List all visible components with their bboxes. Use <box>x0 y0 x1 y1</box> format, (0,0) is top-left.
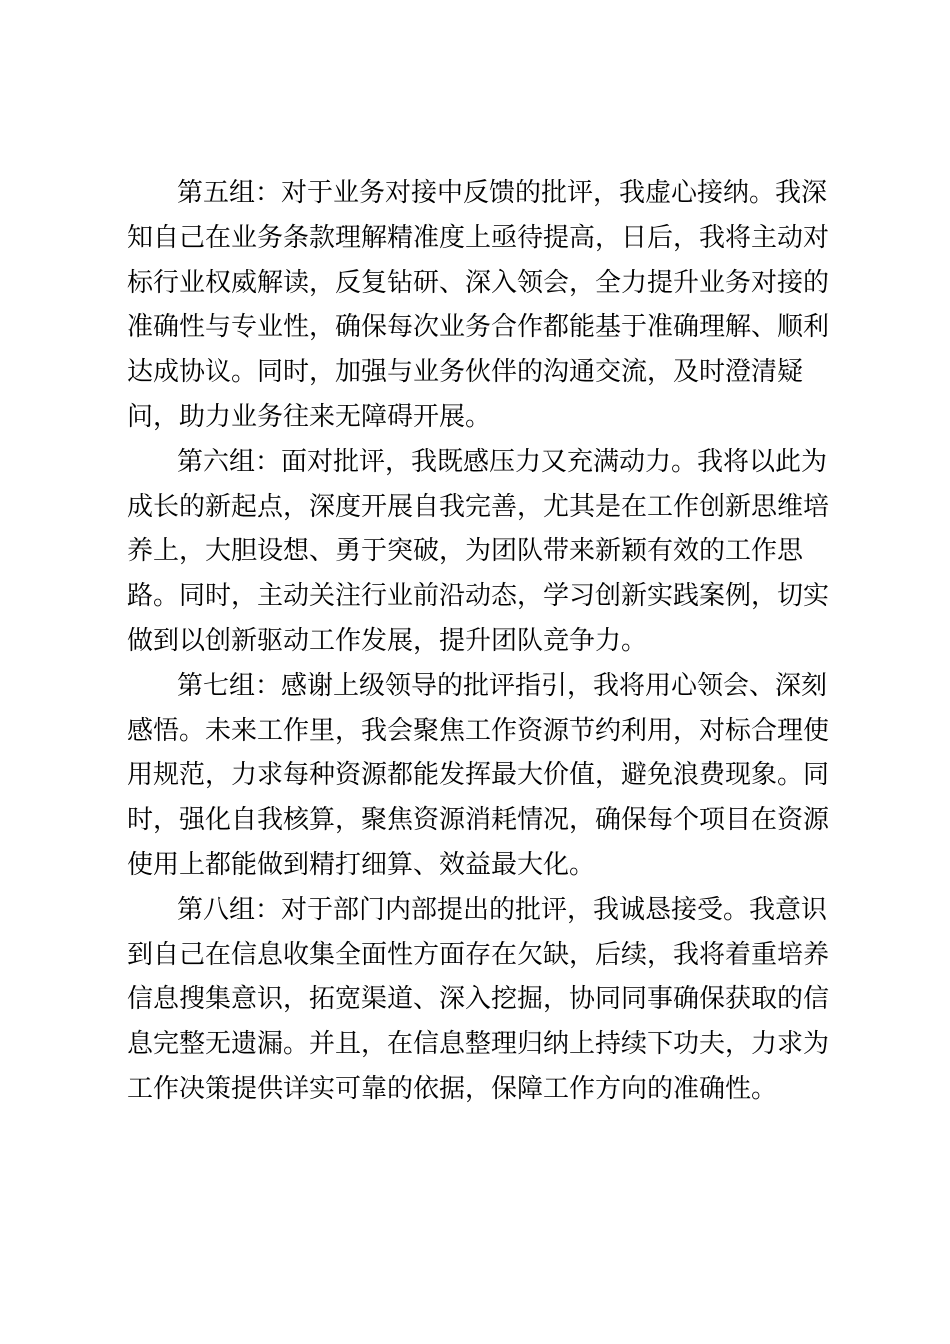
document-body <box>127 171 830 1112</box>
text-line: 做到以创新驱动工作发展，提升团队竞争力。 <box>127 625 648 656</box>
text-line: 达成协议。同时，加强与业务伙伴的沟通交流，及时澄清疑 <box>127 357 804 388</box>
text-line: 用规范，力求每种资源都能发挥最大价值，避免浪费现象。同 <box>127 760 830 791</box>
text-line: 第五组：对于业务对接中反馈的批评，我虚心接纳。我深 <box>177 178 828 208</box>
text-line: 第六组：面对批评，我既感压力又充满动力。我将以此为 <box>177 446 828 477</box>
paragraph-group-8 <box>127 888 830 1112</box>
text-line: 信息搜集意识，拓宽渠道、深入挖掘，协同同事确保获取的信 <box>127 984 830 1015</box>
text-line: 使用上都能做到精打细算、效益最大化。 <box>127 849 596 880</box>
text-line: 到自己在信息收集全面性方面存在欠缺，后续，我将着重培养 <box>127 939 830 970</box>
text-line: 成长的新起点，深度开展自我完善，尤其是在工作创新思维培 <box>127 491 830 522</box>
text-line: 息完整无遗漏。并且，在信息整理归纳上持续下功夫，力求为 <box>127 1029 830 1060</box>
paragraph-group-7 <box>127 664 830 888</box>
text-line: 时，强化自我核算，聚焦资源消耗情况，确保每个项目在资源 <box>127 805 830 836</box>
text-line: 问，助力业务往来无障碍开展。 <box>127 401 492 432</box>
text-line: 准确性与专业性，确保每次业务合作都能基于准确理解、顺利 <box>127 312 830 343</box>
text-line: 标行业权威解读，反复钻研、深入领会，全力提升业务对接的 <box>127 267 830 298</box>
text-line: 路。同时，主动关注行业前沿动态，学习创新实践案例，切实 <box>127 581 830 612</box>
text-line: 养上，大胆设想、勇于突破，为团队带来新颖有效的工作思 <box>127 536 804 567</box>
text-line: 知自己在业务条款理解精准度上亟待提高，日后，我将主动对 <box>127 222 830 253</box>
text-line: 第七组：感谢上级领导的批评指引，我将用心领会、深刻 <box>177 670 828 701</box>
text-line: 感悟。未来工作里，我会聚焦工作资源节约利用，对标合理使 <box>127 715 830 746</box>
paragraph-group-5 <box>127 171 830 440</box>
text-line: 工作决策提供详实可靠的依据，保障工作方向的准确性。 <box>127 1073 778 1104</box>
text-line: 第八组：对于部门内部提出的批评，我诚恳接受。我意识 <box>177 894 828 925</box>
paragraph-group-6 <box>127 440 830 664</box>
